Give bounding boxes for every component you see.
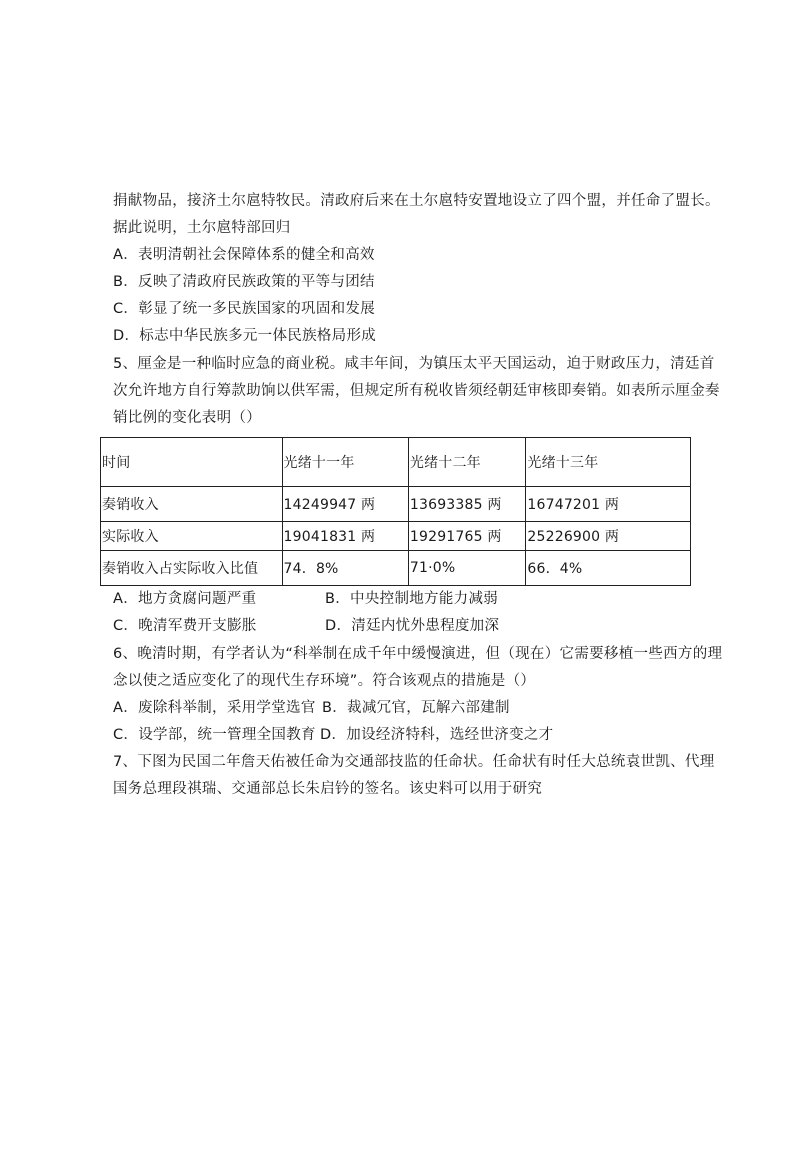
q5-option-a: A．地方贪腐问题严重 xyxy=(113,591,257,607)
table-row xyxy=(101,522,691,551)
table-header-cell: 光绪十一年 xyxy=(282,438,408,487)
table-cell: 奏销收入占实际收入比值 xyxy=(101,551,283,586)
q5-option-c: C．晚清军费开支膨胀 xyxy=(113,618,257,634)
q5-text-line-2: 次允许地方自行筹款助饷以供军需，但规定所有税收皆须经朝廷审核即奏销。如表所示厘金奏 xyxy=(113,383,720,399)
table-cell: 19041831 两 xyxy=(282,522,408,551)
q6-text-line-2: 念以使之适应变化了的现代生存环境”。符合该观点的措施是（） xyxy=(113,673,536,689)
q6-option-a: A．废除科举制，采用学堂选官 xyxy=(113,700,316,716)
q5-text-line-1: 5、厘金是一种临时应急的商业税。咸丰年间，为镇压太平天国运动，迫于财政压力，清廷首 xyxy=(113,356,715,372)
table-row xyxy=(101,487,691,522)
table-cell: 74．8% xyxy=(282,551,408,586)
q5-text-line-3: 销比例的变化表明（） xyxy=(113,410,261,426)
q4-option-c: C．彰显了统一多民族国家的巩固和发展 xyxy=(113,301,376,317)
q6-option-d: D．加设经济特科，选经世济变之才 xyxy=(320,727,554,743)
table-cell: 13693385 两 xyxy=(408,487,526,522)
table-cell: 16747201 两 xyxy=(526,487,691,522)
q6-text-line-1: 6、晚清时期，有学者认为“科举制在成千年中缓慢演进，但（现在）它需要移植一些西方的理 xyxy=(113,646,723,662)
q4-option-a: A．表明清朝社会保障体系的健全和高效 xyxy=(113,247,375,263)
q6-option-b: B．裁减冗官，瓦解六部建制 xyxy=(322,700,510,716)
table-cell: 14249947 两 xyxy=(282,487,408,522)
table-row xyxy=(101,551,691,586)
q7-text-line-1: 7、下图为民国二年詹天佑被任命为交通部技监的任命状。任命状有时任大总统袁世凯、代理 xyxy=(113,754,715,770)
q7-text-line-2: 国务总理段祺瑞、交通部总长朱启钤的签名。该史料可以用于研究 xyxy=(113,781,543,797)
table-header-cell: 时间 xyxy=(101,438,283,487)
likin-revenue-table xyxy=(100,437,691,586)
table-cell: 19291765 两 xyxy=(408,522,526,551)
q5-option-b: B．中央控制地方能力减弱 xyxy=(325,591,499,607)
q4-option-b: B．反映了清政府民族政策的平等与团结 xyxy=(113,274,375,290)
table-cell: 奏销收入 xyxy=(101,487,283,522)
table-header-row xyxy=(101,438,691,487)
table-header-cell: 光绪十三年 xyxy=(526,438,691,487)
q6-option-c: C．设学部，统一管理全国教育 xyxy=(113,727,316,743)
table-header-cell: 光绪十二年 xyxy=(408,438,526,487)
table-cell: 71·0% xyxy=(408,551,526,586)
q5-option-d: D．清廷内忧外患程度加深 xyxy=(325,618,500,634)
table-cell: 66．4% xyxy=(526,551,691,586)
q4-option-d: D．标志中华民族多元一体民族格局形成 xyxy=(113,328,377,344)
table-cell: 25226900 两 xyxy=(526,522,691,551)
q4-text-line-2: 据此说明，土尔扈特部回归 xyxy=(113,220,291,236)
table-cell: 实际收入 xyxy=(101,522,283,551)
q4-text-line-1: 捐献物品，接济土尔扈特牧民。清政府后来在土尔扈特安置地设立了四个盟，并任命了盟长。 xyxy=(113,193,720,209)
